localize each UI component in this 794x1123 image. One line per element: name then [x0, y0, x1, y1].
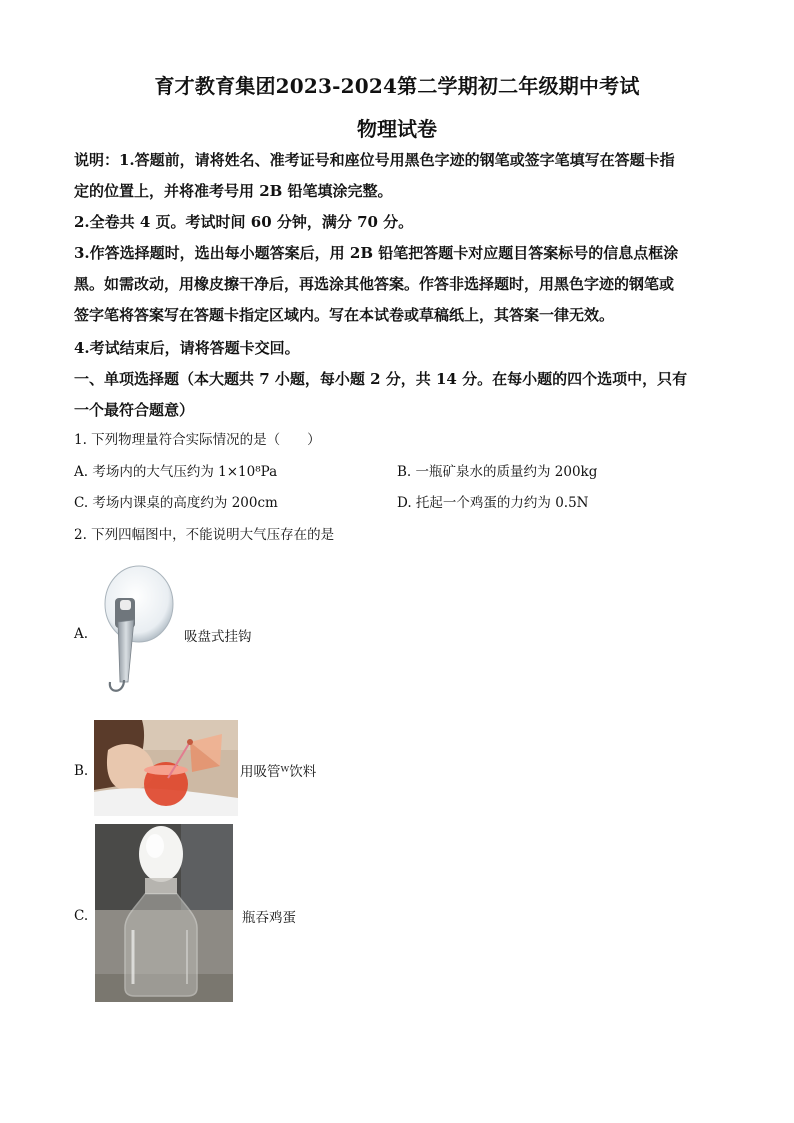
instruction-line: 签字笔将答案写在答题卡指定区域内。写在本试卷或草稿纸上，其答案一律无效。	[74, 306, 615, 324]
question-2-option-b-label: 用吸管ᵂ饮料	[240, 764, 317, 780]
question-2-option-c-letter: C.	[74, 908, 89, 924]
page-subtitle: 物理试卷	[357, 117, 437, 141]
instruction-line: 4.考试结束后，请将答题卡交回。	[74, 339, 300, 357]
egg-bottle-photo	[95, 824, 233, 1002]
straw-drink-photo	[94, 720, 238, 816]
question-1-stem: 1. 下列物理量符合实际情况的是（ ）	[74, 432, 321, 448]
question-2-stem: 2. 下列四幅图中，不能说明大气压存在的是	[74, 527, 335, 543]
question-2-option-a-letter: A.	[74, 626, 89, 642]
question-1-option-d: D. 托起一个鸡蛋的力约为 0.5N	[397, 495, 589, 511]
question-1-option-a: A. 考场内的大气压约为 1×10⁸Pa	[74, 464, 278, 480]
question-1-option-b: B. 一瓶矿泉水的质量约为 200kg	[397, 464, 598, 480]
instruction-line: 说明：1.答题前，请将姓名、准考证号和座位号用黑色字迹的钢笔或签字笔填写在答题卡指	[74, 151, 675, 169]
instruction-line: 3.作答选择题时，选出每小题答案后，用 2B 铅笔把答题卡对应题目答案标号的信息点框涂	[74, 244, 679, 262]
question-2-option-a-label: 吸盘式挂钩	[184, 629, 252, 645]
instruction-line: 定的位置上，并将准考号用 2B 铅笔填涂完整。	[74, 182, 393, 200]
instruction-line: 2.全卷共 4 页。考试时间 60 分钟，满分 70 分。	[74, 213, 414, 231]
question-1-option-c: C. 考场内课桌的高度约为 200cm	[74, 495, 278, 511]
section-heading: 一个最符合题意）	[74, 401, 195, 419]
instruction-line: 黑。如需改动，用橡皮擦干净后，再选涂其他答案。作答非选择题时，用黑色字迹的钢笔或	[74, 275, 675, 293]
section-heading: 一、单项选择题（本大题共 7 小题，每小题 2 分，共 14 分。在每小题的四个选项中，只有	[74, 370, 688, 388]
suction-hook-icon	[98, 560, 178, 702]
page-title: 育才教育集团2023-2024第二学期初二年级期中考试	[154, 74, 640, 98]
question-2-option-c-label: 瓶吞鸡蛋	[242, 910, 296, 926]
question-2-option-b-letter: B.	[74, 763, 89, 779]
